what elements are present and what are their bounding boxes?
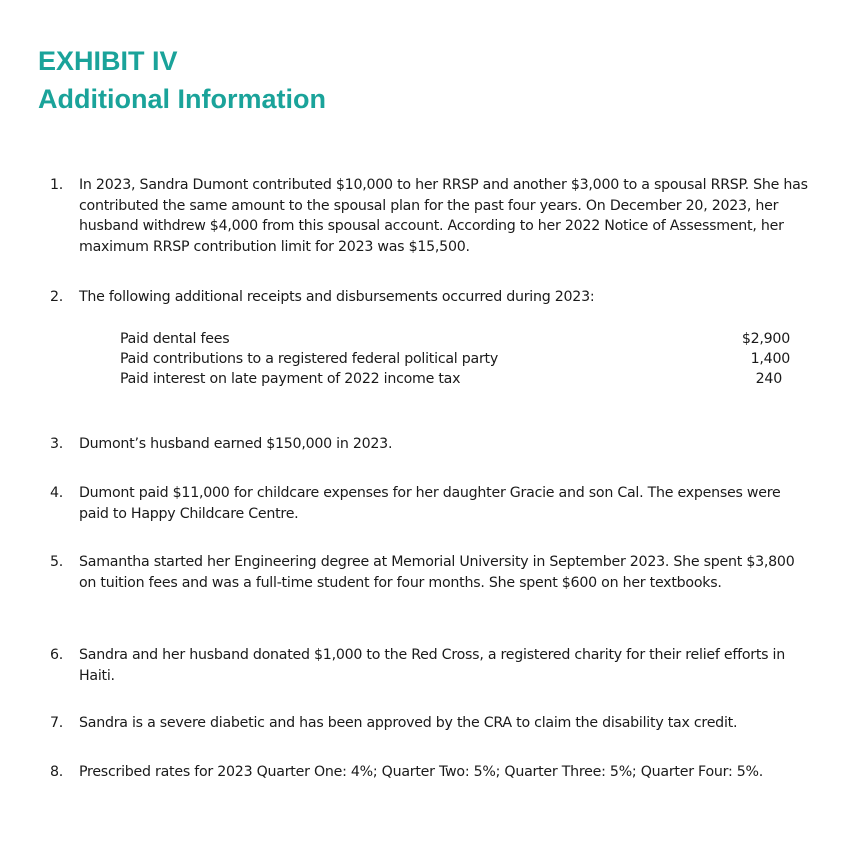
- item-text: Dumont’s husband earned $150,000 in 2023.: [79, 436, 393, 452]
- disbursement-description: Paid contributions to a registered federal political party: [120, 351, 499, 367]
- exhibit-subtitle: Additional Information: [38, 84, 326, 114]
- item-number: 8.: [50, 764, 64, 780]
- item-number: 3.: [50, 436, 64, 452]
- item-number: 1.: [50, 177, 64, 193]
- item-number: 4.: [50, 485, 64, 501]
- item-text: Dumont paid $11,000 for childcare expenses for her daughter Gracie and son Cal. The expenses were paid to Happy Childcare Centre.: [79, 485, 781, 522]
- item-number: 5.: [50, 554, 64, 570]
- item-number: 2.: [50, 289, 64, 305]
- item-number: 6.: [50, 647, 64, 663]
- disbursement-amount: 240: [755, 371, 782, 387]
- table-row: [120, 329, 800, 349]
- disbursement-description: Paid interest on late payment of 2022 income tax: [120, 371, 461, 387]
- item-text: Sandra is a severe diabetic and has been approved by the CRA to claim the disability tax credit.: [79, 715, 738, 731]
- item-text: Samantha started her Engineering degree at Memorial University in September 2023. She spent $3,800 on tuition fees and was a full-time student for four months. She spent $600 on her textbooks.: [79, 554, 795, 591]
- disbursement-description: Paid dental fees: [120, 331, 230, 347]
- disbursement-amount: 1,400: [750, 351, 790, 367]
- table-row: [120, 349, 800, 369]
- disbursements-table: [120, 329, 800, 389]
- item-text: The following additional receipts and disbursements occurred during 2023:: [79, 289, 595, 305]
- exhibit-title: EXHIBIT IV: [38, 46, 178, 76]
- item-number: 7.: [50, 715, 64, 731]
- disbursement-amount: $2,900: [741, 331, 790, 347]
- item-text: Prescribed rates for 2023 Quarter One: 4%; Quarter Two: 5%; Quarter Three: 5%; Quarter Four: 5%.: [79, 764, 764, 780]
- item-text: Sandra and her husband donated $1,000 to the Red Cross, a registered charity for their relief efforts in Haiti.: [79, 647, 785, 684]
- table-row: [120, 369, 800, 389]
- item-text: In 2023, Sandra Dumont contributed $10,000 to her RRSP and another $3,000 to a spousal RRSP. She has contributed the same amount to the spousal plan for the past four years. On December 20, 2023, her husband withdrew $4,000 from this spousal account. According to her 2022 Notice of Assessment, her maximum RRSP contribution limit for 2023 was $15,500.: [79, 177, 808, 255]
